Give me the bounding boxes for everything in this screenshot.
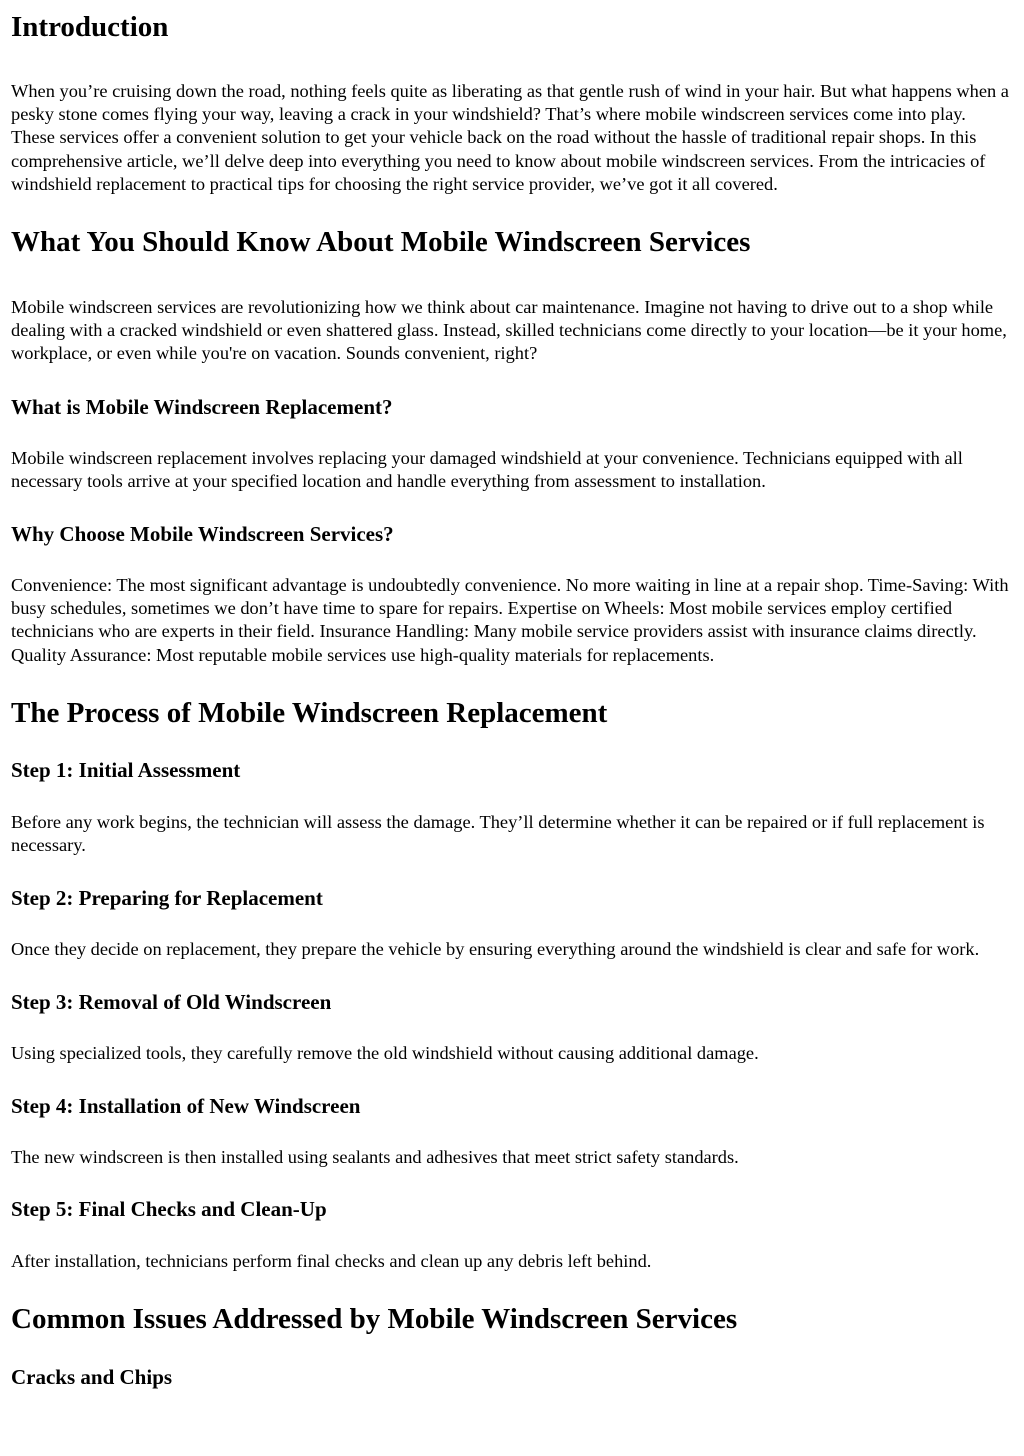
step-paragraph-3: Using specialized tools, they carefully remove the old windshield without causing additional damage. xyxy=(11,1043,759,1064)
article xyxy=(0,10,1024,1390)
paragraph-what-is-replacement: Mobile windscreen replacement involves replacing your damaged windshield at your convenience. Technicians equipped with all necessary tools arrive at your specified location and handle everything from assessment to installation. xyxy=(11,447,963,491)
step-heading-5: Step 5: Final Checks and Clean-Up xyxy=(11,1196,327,1221)
subheading-cracks-and-chips: Cracks and Chips xyxy=(11,1365,173,1390)
paragraph-introduction: When you’re cruising down the road, nothing feels quite as liberating as that gentle rush of wind in your hair. But what happens when a pesky stone comes flying your way, leaving a crack in your windshield? That’s where mobile windscreen services come into play. These services offer a convenient solution to get your vehicle back on the road without the hassle of traditional repair shops. In this comprehensive article, we’ll delve deep into everything you need to know about mobile windscreen services. From the intricacies of windshield replacement to practical tips for choosing the right service provider, we’ve got it all covered. xyxy=(11,81,1009,194)
subheading-why-choose: Why Choose Mobile Windscreen Services? xyxy=(11,522,394,547)
section-heading-what-you-should-know: What You Should Know About Mobile Windscreen Services xyxy=(11,226,751,259)
step-paragraph-5: After installation, technicians perform final checks and clean up any debris left behind. xyxy=(11,1250,652,1271)
subheading-what-is-replacement: What is Mobile Windscreen Replacement? xyxy=(11,394,393,419)
step-heading-1: Step 1: Initial Assessment xyxy=(11,757,241,782)
step-paragraph-4: The new windscreen is then installed using sealants and adhesives that meet strict safety standards. xyxy=(11,1146,739,1167)
section-heading-introduction: Introduction xyxy=(11,11,169,43)
paragraph-what-you-should-know: Mobile windscreen services are revolutionizing how we think about car maintenance. Imagine not having to drive out to a shop while dealing with a cracked windshield or even shattered glass. Instead, skilled technicians come directly to your location—be it your home, workplace, or even while you're on vacation. Sounds convenient, right? xyxy=(11,297,1007,364)
step-heading-4: Step 4: Installation of New Windscreen xyxy=(11,1093,361,1118)
section-heading-process: The Process of Mobile Windscreen Replacement xyxy=(11,696,608,729)
step-heading-2: Step 2: Preparing for Replacement xyxy=(11,886,323,911)
step-paragraph-2: Once they decide on replacement, they prepare the vehicle by ensuring everything around the windshield is clear and safe for work. xyxy=(11,939,980,960)
step-paragraph-1: Before any work begins, the technician will assess the damage. They’ll determine whether it can be repaired or if full replacement is necessary. xyxy=(11,811,985,856)
step-heading-3: Step 3: Removal of Old Windscreen xyxy=(11,990,332,1015)
section-heading-common-issues: Common Issues Addressed by Mobile Windscreen Services xyxy=(11,1303,738,1336)
paragraph-why-choose: Convenience: The most significant advantage is undoubtedly convenience. No more waiting in line at a repair shop. Time-Saving: With busy schedules, sometimes we don’t have time to spare for repairs. Expertise on Wheels: Most mobile services employ certified technicians who are experts in their field. Insurance Handling: Many mobile service providers assist with insurance claims directly. Quality Assurance: Most reputable mobile services use high-quality materials for replacements. xyxy=(11,575,1009,665)
